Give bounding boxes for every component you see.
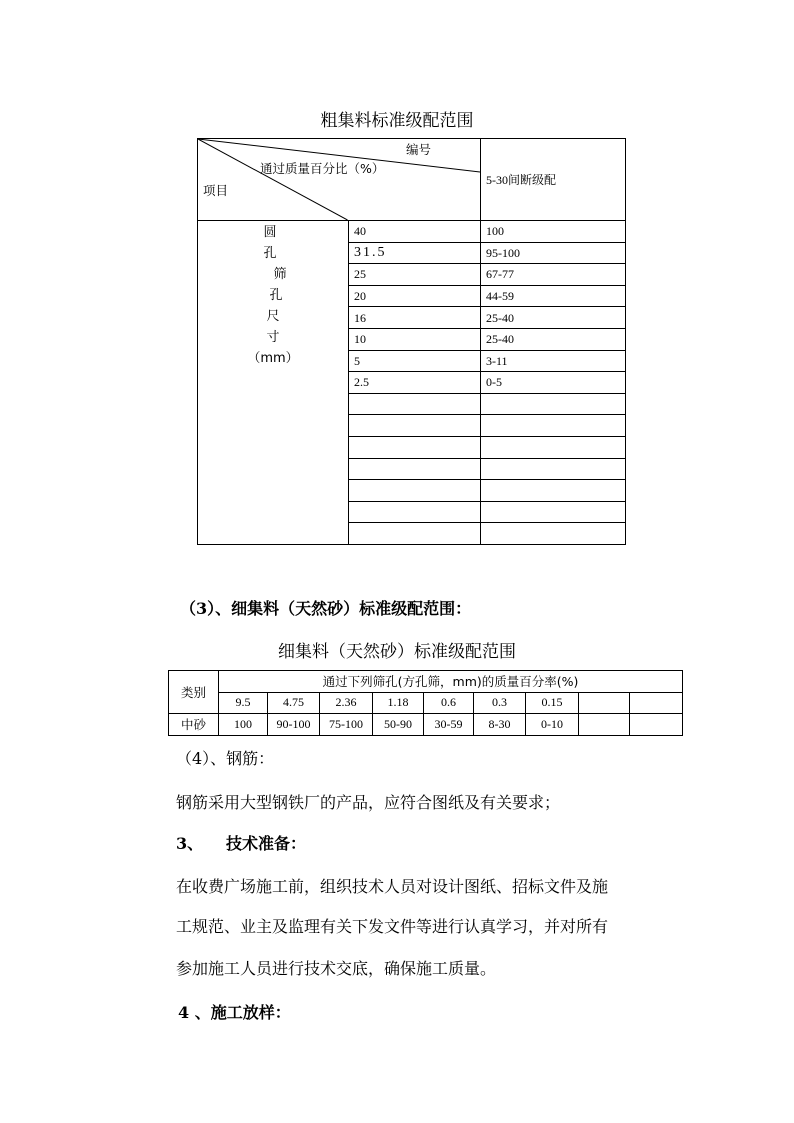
grading-value-cell (481, 415, 626, 437)
vertical-label-char: 圆 (263, 225, 277, 240)
sieve-size-cell: 1.18 (373, 692, 424, 714)
vertical-label-char: 孔 (269, 288, 283, 303)
grading-value-cell (481, 436, 626, 458)
section4-text: 钢筋采用大型钢铁厂的产品，应符合图纸及有关要求； (176, 793, 561, 812)
vertical-label-char: 孔 (263, 246, 277, 261)
grading-value-cell: 67-77 (481, 264, 626, 286)
header-number-label: 编号 (406, 142, 432, 157)
vertical-label-char: 尺 (266, 309, 280, 324)
grading-value-cell: 44-59 (481, 285, 626, 307)
sieve-size-cell: 40 (349, 221, 481, 243)
pass-percent-cell: 30-59 (424, 714, 474, 736)
span-header: 通过下列筛孔(方孔筛，mm)的质量百分率(%) (219, 671, 683, 693)
grading-value-cell (481, 458, 626, 480)
pass-percent-cell: 100 (219, 714, 268, 736)
section4-heading: （4）、钢筋： (176, 749, 275, 768)
table1-row (198, 221, 626, 243)
pass-percent-cell: 50-90 (373, 714, 424, 736)
header-pass-percent-label: 通过质量百分比（%） (260, 161, 385, 176)
row-label: 中砂 (169, 714, 219, 736)
tech-prep-number: 3、 (176, 834, 204, 853)
vertical-label-char: 寸 (266, 330, 280, 345)
grading-value-cell: 100 (481, 221, 626, 243)
sieve-size-cell (349, 393, 481, 415)
sieve-size-label-cell (198, 221, 349, 545)
sieve-size-cell: 25 (349, 264, 481, 286)
sieve-size-cell: 4.75 (268, 692, 320, 714)
grading-value-cell: 25-40 (481, 307, 626, 329)
grading-value-cell: 95-100 (481, 242, 626, 264)
sieve-size-cell: 10 (349, 328, 481, 350)
diagonal-header-cell (198, 139, 481, 221)
sieve-size-cell: 20 (349, 285, 481, 307)
fine-aggregate-table (168, 670, 683, 736)
diagonal-lines (198, 139, 480, 220)
sieve-size-cell (579, 692, 630, 714)
coarse-aggregate-table (197, 138, 626, 545)
table1-title: 粗集料标准级配范围 (320, 111, 474, 131)
grading-value-cell (481, 393, 626, 415)
sieve-size-cell (349, 523, 481, 545)
grading-value-cell: 3-11 (481, 350, 626, 372)
tech-prep-heading: 技术准备： (226, 834, 307, 853)
sieve-size-cell: 0.3 (474, 692, 526, 714)
section3-heading: （3）、细集料（天然砂）标准级配范围： (180, 599, 472, 618)
pass-percent-cell: 0-10 (526, 714, 579, 736)
sieve-size-cell: 16 (349, 307, 481, 329)
pass-percent-cell: 90-100 (268, 714, 320, 736)
table2-title: 细集料（天然砂）标准级配范围 (278, 642, 516, 662)
header-item-label: 项目 (203, 183, 229, 198)
header-grading-cell (481, 139, 626, 221)
sieve-size-cell: 2.36 (320, 692, 373, 714)
pass-percent-cell: 8-30 (474, 714, 526, 736)
tech-prep-line-3: 参加施工人员进行技术交底，确保施工质量。 (176, 959, 497, 978)
grading-value-cell (481, 501, 626, 523)
pass-percent-cell: 75-100 (320, 714, 373, 736)
sieve-size-cell (349, 415, 481, 437)
grading-value-cell: 0-5 (481, 372, 626, 394)
sieve-size-cell: 0.6 (424, 692, 474, 714)
category-label: 类别 (169, 671, 219, 714)
grading-value-cell (481, 480, 626, 502)
sieve-size-cell: 9.5 (219, 692, 268, 714)
vertical-label-char: （mm） (247, 351, 299, 366)
sieve-size-label (198, 221, 348, 369)
sieve-size-cell (349, 458, 481, 480)
vertical-label-char: 筛 (273, 267, 287, 282)
grading-value-cell (481, 523, 626, 545)
sieve-size-cell: 0.15 (526, 692, 579, 714)
sieve-size-cell: 2.5 (349, 372, 481, 394)
tech-prep-line-1: 在收费广场施工前，组织技术人员对设计图纸、招标文件及施 (176, 877, 609, 896)
header-grading-label: 5-30间断级配 (486, 172, 556, 187)
tech-prep-line-2: 工规范、业主及监理有关下发文件等进行认真学习，并对所有 (176, 917, 609, 936)
grading-value-cell: 25-40 (481, 328, 626, 350)
sieve-size-cell (349, 436, 481, 458)
pass-percent-cell (579, 714, 630, 736)
sieve-size-cell: 5 (349, 350, 481, 372)
sieve-size-cell (630, 692, 683, 714)
pass-percent-cell (630, 714, 683, 736)
sieve-size-cell (349, 501, 481, 523)
sieve-size-cell (349, 480, 481, 502)
sieve-size-cell: 31.5 (349, 242, 481, 264)
layout-heading: 4 、施工放样： (178, 1003, 291, 1022)
